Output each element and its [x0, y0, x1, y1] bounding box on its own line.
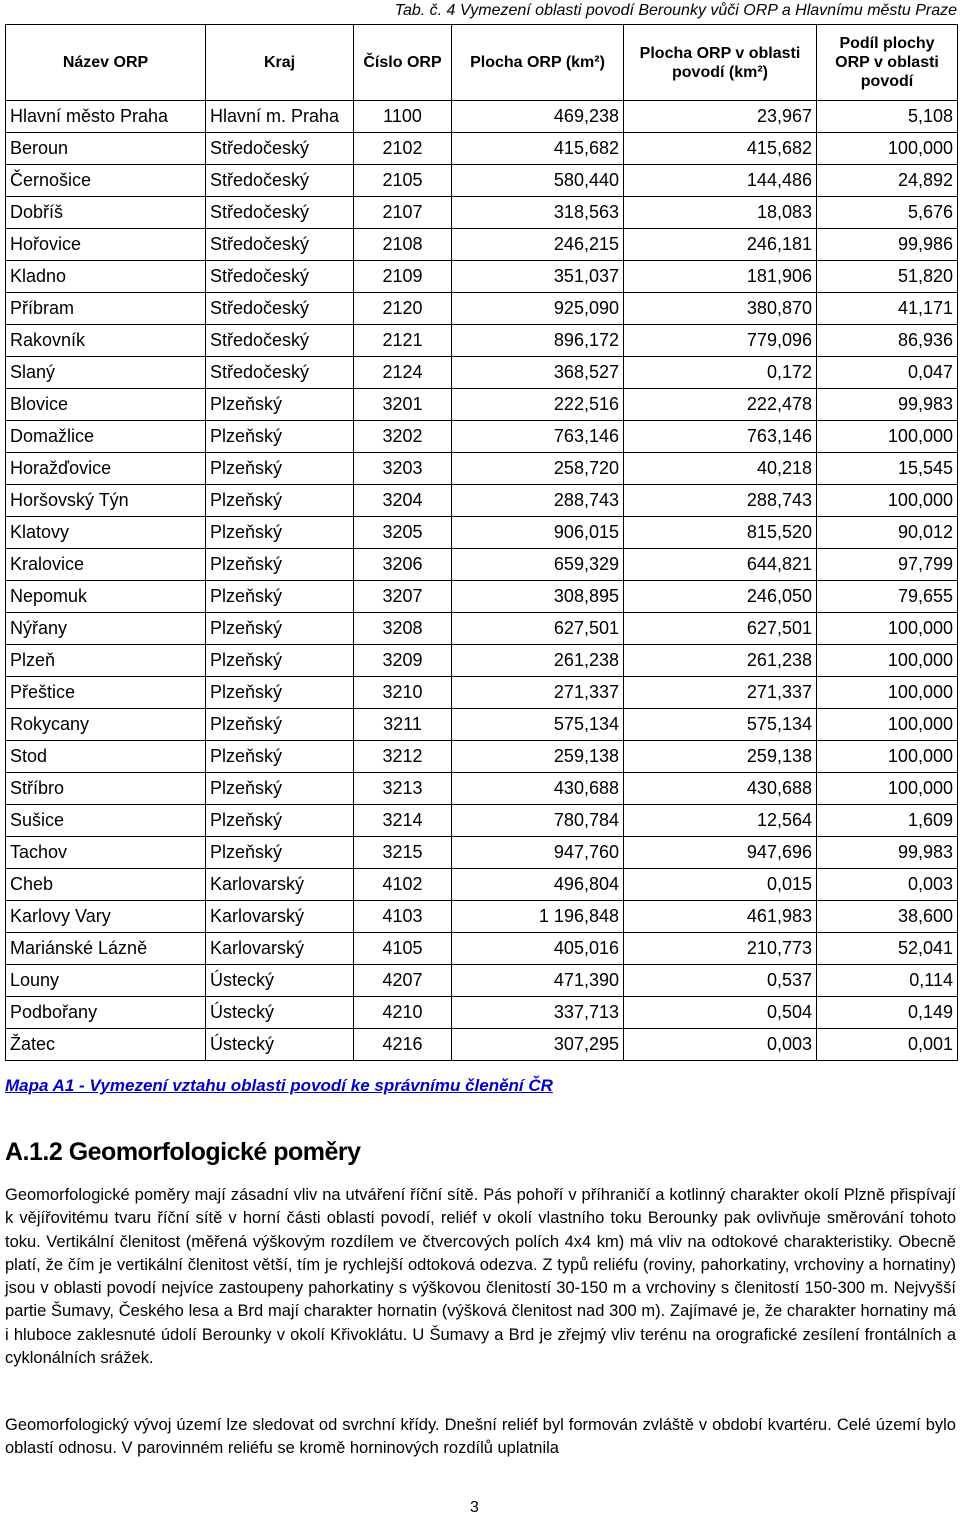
table-header-row: [6, 25, 958, 101]
table-row: [6, 869, 958, 901]
table-row: [6, 325, 958, 357]
cell-region: Středočeský: [206, 261, 354, 293]
cell-area: 763,146: [452, 421, 624, 453]
cell-code: 2105: [354, 165, 452, 197]
table-row: [6, 261, 958, 293]
table-row: [6, 901, 958, 933]
cell-area-basin: 461,983: [624, 901, 817, 933]
cell-name: Hořovice: [6, 229, 206, 261]
cell-code: 2108: [354, 229, 452, 261]
cell-region: Plzeňský: [206, 773, 354, 805]
cell-name: Cheb: [6, 869, 206, 901]
cell-share: 97,799: [817, 549, 958, 581]
table-row: [6, 965, 958, 997]
cell-region: Plzeňský: [206, 485, 354, 517]
cell-area-basin: 430,688: [624, 773, 817, 805]
cell-region: Středočeský: [206, 229, 354, 261]
cell-area: 496,804: [452, 869, 624, 901]
cell-share: 100,000: [817, 741, 958, 773]
cell-area-basin: 40,218: [624, 453, 817, 485]
table-row: [6, 805, 958, 837]
cell-name: Karlovy Vary: [6, 901, 206, 933]
cell-area: 430,688: [452, 773, 624, 805]
cell-area: 246,215: [452, 229, 624, 261]
cell-code: 3213: [354, 773, 452, 805]
cell-share: 5,676: [817, 197, 958, 229]
cell-code: 2120: [354, 293, 452, 325]
cell-area-basin: 246,050: [624, 581, 817, 613]
cell-area-basin: 288,743: [624, 485, 817, 517]
cell-code: 4105: [354, 933, 452, 965]
cell-name: Sušice: [6, 805, 206, 837]
table-row: [6, 933, 958, 965]
cell-share: 99,983: [817, 389, 958, 421]
cell-area-basin: 575,134: [624, 709, 817, 741]
cell-name: Horažďovice: [6, 453, 206, 485]
cell-share: 100,000: [817, 645, 958, 677]
cell-area: 659,329: [452, 549, 624, 581]
cell-name: Žatec: [6, 1029, 206, 1061]
cell-code: 2107: [354, 197, 452, 229]
cell-area-basin: 12,564: [624, 805, 817, 837]
table-row: [6, 133, 958, 165]
cell-region: Hlavní m. Praha: [206, 101, 354, 133]
cell-region: Plzeňský: [206, 709, 354, 741]
cell-name: Kladno: [6, 261, 206, 293]
cell-area: 627,501: [452, 613, 624, 645]
cell-region: Plzeňský: [206, 741, 354, 773]
table-row: [6, 197, 958, 229]
table-row: [6, 645, 958, 677]
cell-region: Plzeňský: [206, 549, 354, 581]
cell-share: 24,892: [817, 165, 958, 197]
cell-region: Plzeňský: [206, 421, 354, 453]
cell-name: Kralovice: [6, 549, 206, 581]
cell-code: 2124: [354, 357, 452, 389]
cell-area-basin: 415,682: [624, 133, 817, 165]
cell-code: 3214: [354, 805, 452, 837]
cell-region: Karlovarský: [206, 869, 354, 901]
map-a1-link[interactable]: Mapa A1 - Vymezení vztahu oblasti povodí ke správnímu členění ČR: [5, 1076, 553, 1095]
cell-code: 2121: [354, 325, 452, 357]
table-row: [6, 741, 958, 773]
table-row: [6, 101, 958, 133]
cell-area: 575,134: [452, 709, 624, 741]
cell-code: 3207: [354, 581, 452, 613]
header-region: Kraj: [206, 25, 354, 101]
cell-region: Ústecký: [206, 965, 354, 997]
cell-name: Stříbro: [6, 773, 206, 805]
header-name: Název ORP: [6, 25, 206, 101]
cell-code: 3203: [354, 453, 452, 485]
cell-code: 3208: [354, 613, 452, 645]
table-row: [6, 293, 958, 325]
table-row: [6, 421, 958, 453]
cell-share: 51,820: [817, 261, 958, 293]
cell-area-basin: 947,696: [624, 837, 817, 869]
cell-share: 100,000: [817, 709, 958, 741]
table-row: [6, 485, 958, 517]
cell-code: 4210: [354, 997, 452, 1029]
cell-region: Plzeňský: [206, 453, 354, 485]
paragraph: Geomorfologický vývoj území lze sledovat od svrchní křídy. Dnešní reliéf byl formován zvláště v období kvartéru. Celé území bylo oblastí odnosu. V parovinném reliéfu se kromě horninových rozdílů uplatnila: [5, 1416, 956, 1458]
cell-area-basin: 644,821: [624, 549, 817, 581]
cell-share: 79,655: [817, 581, 958, 613]
header-area-basin: Plocha ORP v oblasti povodí (km²): [624, 25, 817, 101]
cell-share: 0,114: [817, 965, 958, 997]
table-row: [6, 581, 958, 613]
cell-area: 925,090: [452, 293, 624, 325]
cell-code: 4103: [354, 901, 452, 933]
cell-area: 288,743: [452, 485, 624, 517]
cell-region: Středočeský: [206, 197, 354, 229]
cell-region: Ústecký: [206, 997, 354, 1029]
cell-area: 351,037: [452, 261, 624, 293]
cell-share: 41,171: [817, 293, 958, 325]
cell-area: 258,720: [452, 453, 624, 485]
cell-area-basin: 181,906: [624, 261, 817, 293]
cell-area-basin: 144,486: [624, 165, 817, 197]
cell-area-basin: 18,083: [624, 197, 817, 229]
table-row: [6, 1029, 958, 1061]
cell-area: 896,172: [452, 325, 624, 357]
cell-region: Plzeňský: [206, 517, 354, 549]
table-row: [6, 517, 958, 549]
orp-table: [5, 24, 958, 1061]
cell-region: Středočeský: [206, 293, 354, 325]
table-row: [6, 389, 958, 421]
cell-area-basin: 779,096: [624, 325, 817, 357]
cell-share: 100,000: [817, 421, 958, 453]
cell-share: 90,012: [817, 517, 958, 549]
cell-area: 222,516: [452, 389, 624, 421]
cell-share: 15,545: [817, 453, 958, 485]
cell-area: 947,760: [452, 837, 624, 869]
cell-code: 2102: [354, 133, 452, 165]
cell-name: Dobříš: [6, 197, 206, 229]
cell-region: Plzeňský: [206, 677, 354, 709]
cell-name: Blovice: [6, 389, 206, 421]
cell-share: 5,108: [817, 101, 958, 133]
cell-share: 0,149: [817, 997, 958, 1029]
cell-region: Středočeský: [206, 357, 354, 389]
cell-name: Nepomuk: [6, 581, 206, 613]
cell-area: 271,337: [452, 677, 624, 709]
cell-area: 337,713: [452, 997, 624, 1029]
cell-area-basin: 259,138: [624, 741, 817, 773]
cell-share: 100,000: [817, 485, 958, 517]
cell-area-basin: 627,501: [624, 613, 817, 645]
cell-share: 100,000: [817, 677, 958, 709]
cell-share: 0,003: [817, 869, 958, 901]
cell-area: 415,682: [452, 133, 624, 165]
cell-region: Plzeňský: [206, 805, 354, 837]
cell-area: 1 196,848: [452, 901, 624, 933]
cell-area: 259,138: [452, 741, 624, 773]
cell-area-basin: 0,003: [624, 1029, 817, 1061]
cell-name: Slaný: [6, 357, 206, 389]
cell-name: Stod: [6, 741, 206, 773]
table-row: [6, 549, 958, 581]
section-title: A.1.2 Geomorfologické poměry: [5, 1138, 361, 1166]
paragraph: Geomorfologické poměry mají zásadní vliv na utváření říční sítě. Pás pohoří v příhraničí a kotlinný charakter okolí Plzně přispívají k vějířovitému tvaru říční sítě v horní části oblasti povodí, reliéf v okolí vlastního toku Berounky pak ovlivňuje směrování tohoto toku. Vertikální členitost (měřená výškovým rozdílem ve čtvercových polích 4x4 km) má vliv na odtokové charakteristiky. Obecně platí, že čím je vertikální členitost větší, tím je rychlejší odtoková odezva. Z typů reliéfu (roviny, pahorkatiny, vrchoviny a hornatiny) jsou v oblasti povodí nejvíce zastoupeny pahorkatiny s výškovou členitostí 30-150 m a vrchoviny s členitostí 150-300 m. Nejvyšší partie Šumavy, Českého lesa a Brd mají charakter hornatin (výšková členitost nad 300 m). Zajímavé je, že charakter hornatiny má i hluboce zaklesnuté údolí Berounky v okolí Křivoklátu. U Šumavy a Brd je zřejmý vliv terénu na orografické zesílení frontálních a cyklonálních srážek.: [5, 1186, 956, 1368]
cell-name: Přeštice: [6, 677, 206, 709]
cell-name: Beroun: [6, 133, 206, 165]
cell-area-basin: 271,337: [624, 677, 817, 709]
table-row: [6, 357, 958, 389]
cell-code: 3215: [354, 837, 452, 869]
table-row: [6, 997, 958, 1029]
cell-code: 1100: [354, 101, 452, 133]
cell-area-basin: 0,504: [624, 997, 817, 1029]
cell-area-basin: 380,870: [624, 293, 817, 325]
cell-name: Příbram: [6, 293, 206, 325]
cell-region: Středočeský: [206, 133, 354, 165]
cell-code: 3206: [354, 549, 452, 581]
cell-code: 3209: [354, 645, 452, 677]
cell-name: Plzeň: [6, 645, 206, 677]
table-row: [6, 453, 958, 485]
table-row: [6, 837, 958, 869]
cell-share: 99,983: [817, 837, 958, 869]
cell-area: 318,563: [452, 197, 624, 229]
cell-area: 307,295: [452, 1029, 624, 1061]
cell-area: 580,440: [452, 165, 624, 197]
cell-region: Karlovarský: [206, 933, 354, 965]
cell-region: Středočeský: [206, 165, 354, 197]
header-area: Plocha ORP (km²): [452, 25, 624, 101]
cell-area: 906,015: [452, 517, 624, 549]
cell-name: Podbořany: [6, 997, 206, 1029]
table-row: [6, 613, 958, 645]
table-row: [6, 709, 958, 741]
cell-share: 100,000: [817, 613, 958, 645]
cell-name: Rakovník: [6, 325, 206, 357]
cell-area-basin: 0,015: [624, 869, 817, 901]
cell-area: 780,784: [452, 805, 624, 837]
cell-name: Nýřany: [6, 613, 206, 645]
table-row: [6, 229, 958, 261]
table-row: [6, 773, 958, 805]
table-body: [6, 101, 958, 1061]
cell-region: Plzeňský: [206, 581, 354, 613]
cell-name: Mariánské Lázně: [6, 933, 206, 965]
cell-code: 4216: [354, 1029, 452, 1061]
cell-area-basin: 246,181: [624, 229, 817, 261]
cell-share: 0,001: [817, 1029, 958, 1061]
cell-area-basin: 261,238: [624, 645, 817, 677]
cell-area-basin: 210,773: [624, 933, 817, 965]
cell-area-basin: 23,967: [624, 101, 817, 133]
cell-share: 52,041: [817, 933, 958, 965]
cell-region: Ústecký: [206, 1029, 354, 1061]
cell-region: Karlovarský: [206, 901, 354, 933]
cell-share: 100,000: [817, 133, 958, 165]
cell-code: 4207: [354, 965, 452, 997]
cell-code: 3205: [354, 517, 452, 549]
cell-code: 3204: [354, 485, 452, 517]
cell-area: 405,016: [452, 933, 624, 965]
cell-code: 3210: [354, 677, 452, 709]
cell-area-basin: 763,146: [624, 421, 817, 453]
cell-area-basin: 815,520: [624, 517, 817, 549]
cell-area: 469,238: [452, 101, 624, 133]
cell-region: Středočeský: [206, 325, 354, 357]
cell-code: 4102: [354, 869, 452, 901]
cell-name: Černošice: [6, 165, 206, 197]
cell-area: 308,895: [452, 581, 624, 613]
page-number: 3: [470, 1499, 479, 1516]
header-code: Číslo ORP: [354, 25, 452, 101]
cell-share: 38,600: [817, 901, 958, 933]
cell-area: 471,390: [452, 965, 624, 997]
cell-name: Hlavní město Praha: [6, 101, 206, 133]
cell-code: 3212: [354, 741, 452, 773]
cell-area-basin: 0,172: [624, 357, 817, 389]
cell-name: Domažlice: [6, 421, 206, 453]
cell-name: Tachov: [6, 837, 206, 869]
cell-share: 1,609: [817, 805, 958, 837]
cell-name: Louny: [6, 965, 206, 997]
cell-code: 2109: [354, 261, 452, 293]
cell-region: Plzeňský: [206, 389, 354, 421]
cell-name: Horšovský Týn: [6, 485, 206, 517]
table-row: [6, 165, 958, 197]
cell-area-basin: 222,478: [624, 389, 817, 421]
cell-code: 3202: [354, 421, 452, 453]
cell-area: 368,527: [452, 357, 624, 389]
table-caption: Tab. č. 4 Vymezení oblasti povodí Berounky vůči ORP a Hlavnímu městu Praze: [394, 2, 957, 19]
cell-share: 86,936: [817, 325, 958, 357]
cell-share: 0,047: [817, 357, 958, 389]
cell-region: Plzeňský: [206, 613, 354, 645]
cell-name: Klatovy: [6, 517, 206, 549]
cell-area: 261,238: [452, 645, 624, 677]
cell-code: 3211: [354, 709, 452, 741]
cell-area-basin: 0,537: [624, 965, 817, 997]
cell-region: Plzeňský: [206, 837, 354, 869]
table-row: [6, 677, 958, 709]
cell-code: 3201: [354, 389, 452, 421]
cell-share: 100,000: [817, 773, 958, 805]
header-share: Podíl plochy ORP v oblasti povodí: [817, 25, 958, 101]
cell-region: Plzeňský: [206, 645, 354, 677]
cell-share: 99,986: [817, 229, 958, 261]
cell-name: Rokycany: [6, 709, 206, 741]
